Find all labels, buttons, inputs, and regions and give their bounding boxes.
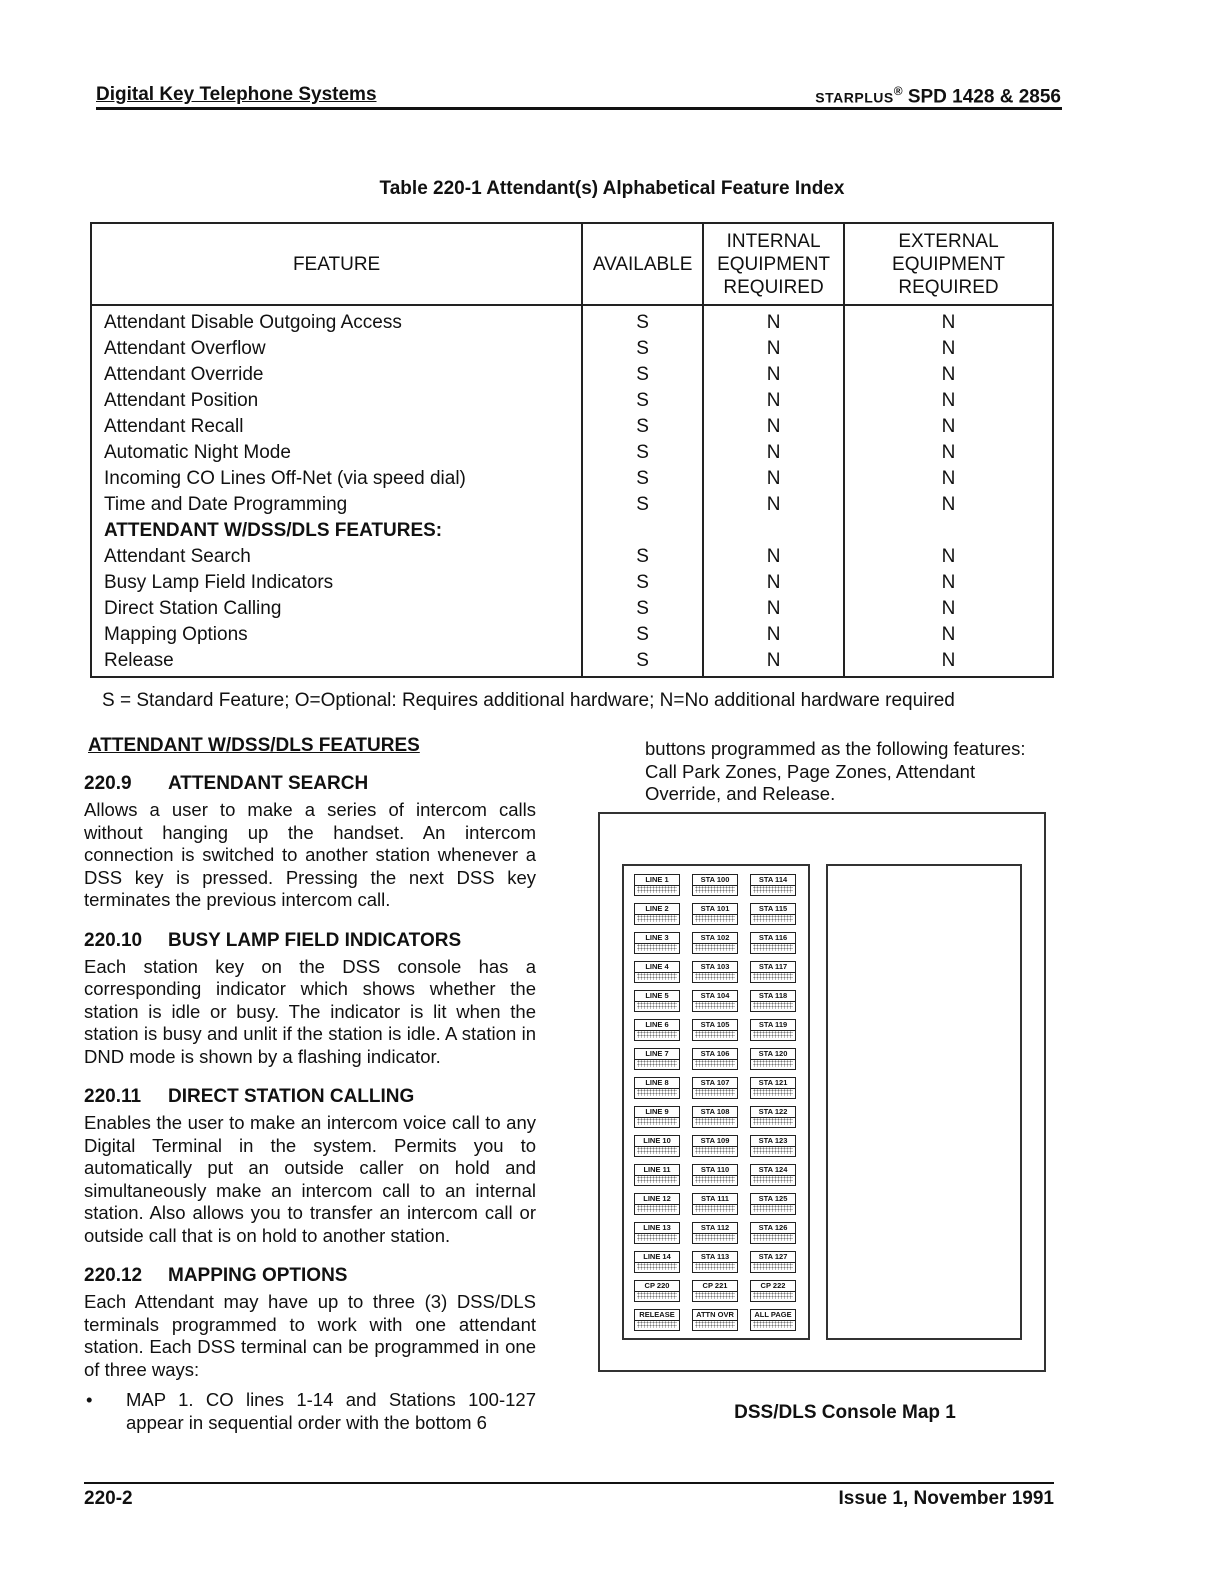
dss-key-label: STA 103 <box>693 962 737 973</box>
external-cell: N <box>844 305 1053 336</box>
key-lamp-indicator <box>637 1234 677 1241</box>
dss-key <box>692 961 738 983</box>
table-row <box>91 570 1053 596</box>
dss-key <box>750 1309 796 1331</box>
dss-key-label: STA 115 <box>751 904 795 915</box>
available-cell: S <box>582 596 703 622</box>
available-cell: S <box>582 336 703 362</box>
key-lamp-indicator <box>695 944 735 951</box>
paragraph-attendant-search: Allows a user to make a series of intercom calls without hanging up the handset. An intercom connection is switched to another station whenever a DSS key is pressed. Pressing the next DSS key terminates the previous intercom call. <box>84 799 536 910</box>
key-lamp-indicator <box>753 1060 793 1067</box>
dss-key-label: STA 106 <box>693 1049 737 1060</box>
dss-key <box>634 1019 680 1041</box>
dss-key-label: STA 111 <box>693 1194 737 1205</box>
key-lamp-indicator <box>637 1060 677 1067</box>
feature-name-cell: Release <box>91 648 582 677</box>
key-lamp-indicator <box>637 1176 677 1183</box>
dss-key <box>634 1251 680 1273</box>
dss-key-panel <box>622 864 810 1340</box>
available-cell: S <box>582 544 703 570</box>
external-cell: N <box>844 362 1053 388</box>
dss-key <box>634 1193 680 1215</box>
dss-key-label: STA 124 <box>751 1165 795 1176</box>
key-lamp-indicator <box>695 1002 735 1009</box>
key-lamp-indicator <box>695 1060 735 1067</box>
subsection-title: DIRECT STATION CALLING <box>168 1086 415 1107</box>
key-lamp-indicator <box>753 915 793 922</box>
column-header-internal: INTERNAL EQUIPMENT REQUIRED <box>703 223 844 305</box>
table-row <box>91 305 1053 336</box>
table-section-row <box>91 518 1053 544</box>
dss-key <box>634 1280 680 1302</box>
dss-key-label: STA 108 <box>693 1107 737 1118</box>
available-cell: S <box>582 622 703 648</box>
running-header-product <box>815 84 1061 108</box>
table-body <box>91 305 1053 677</box>
key-lamp-indicator <box>753 1118 793 1125</box>
external-cell: N <box>844 492 1053 518</box>
dss-key <box>750 1019 796 1041</box>
dss-key <box>750 1077 796 1099</box>
dss-key-label: STA 121 <box>751 1078 795 1089</box>
key-lamp-indicator <box>753 1263 793 1270</box>
key-lamp-indicator <box>753 1321 793 1328</box>
available-cell: S <box>582 648 703 677</box>
subsection-number: 220.12 <box>84 1265 143 1286</box>
subsection-title: BUSY LAMP FIELD INDICATORS <box>168 929 462 951</box>
internal-cell: N <box>703 492 844 518</box>
dss-key <box>692 1222 738 1244</box>
dss-blank-panel <box>826 864 1022 1340</box>
dss-key-label: STA 123 <box>751 1136 795 1147</box>
dss-key <box>692 874 738 896</box>
internal-cell: N <box>703 336 844 362</box>
key-lamp-indicator <box>753 1031 793 1038</box>
subsection-heading-busy-lamp <box>84 930 536 952</box>
dss-key <box>692 1106 738 1128</box>
internal-cell: N <box>703 388 844 414</box>
dss-key-label: ATTN OVR <box>693 1310 737 1321</box>
column-header-external: EXTERNAL EQUIPMENT REQUIRED <box>844 223 1053 305</box>
key-lamp-indicator <box>695 1031 735 1038</box>
subsection-heading-mapping <box>84 1265 536 1287</box>
table-row <box>91 388 1053 414</box>
dss-key <box>750 903 796 925</box>
key-lamp-indicator <box>637 1147 677 1154</box>
brand-name: STARPLUS <box>815 89 894 106</box>
table-row <box>91 336 1053 362</box>
external-cell: N <box>844 544 1053 570</box>
dss-key <box>634 1048 680 1070</box>
subsection-number: 220.9 <box>84 773 132 794</box>
table-row <box>91 414 1053 440</box>
table-row <box>91 466 1053 492</box>
dss-key <box>692 990 738 1012</box>
footer-rule <box>84 1482 1054 1484</box>
available-cell: S <box>582 362 703 388</box>
internal-cell: N <box>703 362 844 388</box>
key-lamp-indicator <box>637 1118 677 1125</box>
external-cell: N <box>844 648 1053 677</box>
internal-cell: N <box>703 622 844 648</box>
dss-key <box>750 961 796 983</box>
key-lamp-indicator <box>753 1176 793 1183</box>
column-header-feature: FEATURE <box>91 223 582 305</box>
available-cell: S <box>582 570 703 596</box>
dss-key-label: CP 221 <box>693 1281 737 1292</box>
internal-cell: N <box>703 570 844 596</box>
key-lamp-indicator <box>753 973 793 980</box>
dss-key <box>634 932 680 954</box>
dss-key <box>692 1019 738 1041</box>
feature-name-cell: Time and Date Programming <box>91 492 582 518</box>
key-lamp-indicator <box>637 944 677 951</box>
feature-name-cell: Automatic Night Mode <box>91 440 582 466</box>
dss-key <box>750 990 796 1012</box>
dss-key-label: LINE 1 <box>635 875 679 886</box>
feature-name-cell: ATTENDANT W/DSS/DLS FEATURES: <box>91 518 582 544</box>
running-header-title: Digital Key Telephone Systems <box>96 84 377 105</box>
paragraph-direct-station: Enables the user to make an intercom voice call to any Digital Terminal in the system. Permits you to automatically put an outside caller on hold and simultaneously make an intercom call to an internal station. Also allows you to transfer an intercom call or outside call that is on hold to another station. <box>84 1112 536 1246</box>
dss-key <box>692 1135 738 1157</box>
dss-key-label: STA 127 <box>751 1252 795 1263</box>
dss-key <box>692 903 738 925</box>
internal-cell: N <box>703 440 844 466</box>
dss-key <box>750 1193 796 1215</box>
dss-key-label: LINE 11 <box>635 1165 679 1176</box>
paragraph-mapping: Each Attendant may have up to three (3) DSS/DLS terminals programmed to work with one attendant station. Each DSS terminal can be programmed in one of three ways: <box>84 1291 536 1380</box>
external-cell: N <box>844 622 1053 648</box>
available-cell: S <box>582 388 703 414</box>
feature-name-cell: Direct Station Calling <box>91 596 582 622</box>
dss-key <box>634 1164 680 1186</box>
registered-mark: ® <box>893 84 903 98</box>
feature-index-table <box>90 222 1054 678</box>
key-lamp-indicator <box>753 1292 793 1299</box>
subsection-number: 220.10 <box>84 929 143 951</box>
external-cell: N <box>844 570 1053 596</box>
dss-key-label: LINE 5 <box>635 991 679 1002</box>
key-lamp-indicator <box>637 1031 677 1038</box>
dss-key <box>634 1309 680 1331</box>
feature-name-cell: Attendant Search <box>91 544 582 570</box>
dss-key-label: RELEASE <box>635 1310 679 1321</box>
key-lamp-indicator <box>695 1234 735 1241</box>
dss-key-label: STA 120 <box>751 1049 795 1060</box>
internal-cell: N <box>703 466 844 492</box>
dss-key-label: STA 105 <box>693 1020 737 1031</box>
dss-key-label: STA 117 <box>751 962 795 973</box>
dss-key-label: STA 100 <box>693 875 737 886</box>
internal-cell: N <box>703 544 844 570</box>
internal-cell: N <box>703 414 844 440</box>
key-lamp-indicator <box>753 1089 793 1096</box>
key-lamp-indicator <box>753 1234 793 1241</box>
key-lamp-indicator <box>637 1089 677 1096</box>
dss-key-label: LINE 9 <box>635 1107 679 1118</box>
dss-key <box>750 1135 796 1157</box>
external-cell <box>844 518 1053 544</box>
feature-name-cell: Busy Lamp Field Indicators <box>91 570 582 596</box>
dss-key <box>750 874 796 896</box>
feature-name-cell: Attendant Override <box>91 362 582 388</box>
bullet-item-map1 <box>84 1389 536 1434</box>
dss-key <box>692 1077 738 1099</box>
key-lamp-indicator <box>695 1292 735 1299</box>
dss-key <box>750 1164 796 1186</box>
internal-cell <box>703 518 844 544</box>
dss-key <box>692 932 738 954</box>
key-lamp-indicator <box>637 973 677 980</box>
dss-key-label: STA 102 <box>693 933 737 944</box>
dss-key-label: STA 126 <box>751 1223 795 1234</box>
available-cell: S <box>582 414 703 440</box>
key-lamp-indicator <box>695 1118 735 1125</box>
dss-key <box>750 932 796 954</box>
internal-cell: N <box>703 648 844 677</box>
table-row <box>91 596 1053 622</box>
table-title: Table 220-1 Attendant(s) Alphabetical Feature Index <box>379 178 845 199</box>
key-lamp-indicator <box>695 1176 735 1183</box>
key-lamp-indicator <box>753 1147 793 1154</box>
dss-key-label: CP 222 <box>751 1281 795 1292</box>
dss-key-label: LINE 6 <box>635 1020 679 1031</box>
internal-cell: N <box>703 305 844 336</box>
header-rule <box>96 107 1062 110</box>
dss-key-label: STA 119 <box>751 1020 795 1031</box>
dss-key <box>692 1193 738 1215</box>
dss-key-label: STA 107 <box>693 1078 737 1089</box>
table-row <box>91 622 1053 648</box>
bullet-mark: • <box>86 1389 93 1410</box>
key-lamp-indicator <box>695 1321 735 1328</box>
subsection-number: 220.11 <box>84 1086 142 1107</box>
dss-key-label: ALL PAGE <box>751 1310 795 1321</box>
dss-key-label: STA 104 <box>693 991 737 1002</box>
dss-key-label: STA 118 <box>751 991 795 1002</box>
table-row <box>91 648 1053 677</box>
right-column-text <box>645 738 1055 806</box>
paragraph-map1-continued: buttons programmed as the following features: Call Park Zones, Page Zones, Attendant Override, and Release. <box>645 738 1026 804</box>
feature-name-cell: Attendant Position <box>91 388 582 414</box>
figure-caption: DSS/DLS Console Map 1 <box>734 1402 956 1423</box>
key-lamp-indicator <box>637 1321 677 1328</box>
available-cell: S <box>582 305 703 336</box>
key-lamp-indicator <box>753 1205 793 1212</box>
dss-key <box>634 990 680 1012</box>
key-lamp-indicator <box>695 1205 735 1212</box>
subsection-title: MAPPING OPTIONS <box>168 1265 348 1286</box>
key-lamp-indicator <box>637 1205 677 1212</box>
dss-key-label: LINE 14 <box>635 1252 679 1263</box>
available-cell <box>582 518 703 544</box>
bullet-text: MAP 1. CO lines 1-14 and Stations 100-127 appear in sequential order with the bottom 6 <box>126 1389 536 1433</box>
table-row <box>91 544 1053 570</box>
table-legend: S = Standard Feature; O=Optional: Requires additional hardware; N=No additional hardware required <box>102 690 955 711</box>
dss-key-label: STA 101 <box>693 904 737 915</box>
dss-key <box>692 1164 738 1186</box>
dss-key <box>634 1077 680 1099</box>
dss-key <box>750 1251 796 1273</box>
dss-key-label: STA 122 <box>751 1107 795 1118</box>
column-header-available: AVAILABLE <box>582 223 703 305</box>
key-lamp-indicator <box>695 915 735 922</box>
page-number: 220-2 <box>84 1488 133 1509</box>
dss-key <box>634 903 680 925</box>
dss-key-label: CP 220 <box>635 1281 679 1292</box>
dss-key-label: LINE 3 <box>635 933 679 944</box>
external-cell: N <box>844 440 1053 466</box>
key-lamp-indicator <box>637 915 677 922</box>
dss-key <box>692 1251 738 1273</box>
dss-key-label: STA 125 <box>751 1194 795 1205</box>
available-cell: S <box>582 492 703 518</box>
key-lamp-indicator <box>637 886 677 893</box>
dss-key-label: STA 110 <box>693 1165 737 1176</box>
dss-key-label: STA 112 <box>693 1223 737 1234</box>
model-name: SPD 1428 & 2856 <box>907 86 1061 108</box>
feature-name-cell: Mapping Options <box>91 622 582 648</box>
table-row <box>91 492 1053 518</box>
available-cell: S <box>582 440 703 466</box>
external-cell: N <box>844 596 1053 622</box>
internal-cell: N <box>703 596 844 622</box>
table-header-row <box>91 223 1053 305</box>
dss-key-label: LINE 13 <box>635 1223 679 1234</box>
dss-console-diagram <box>598 812 1046 1372</box>
key-lamp-indicator <box>753 1002 793 1009</box>
dss-key-label: STA 114 <box>751 875 795 886</box>
key-lamp-indicator <box>637 1002 677 1009</box>
key-lamp-indicator <box>753 886 793 893</box>
dss-key <box>634 1106 680 1128</box>
available-cell: S <box>582 466 703 492</box>
table-row <box>91 362 1053 388</box>
external-cell: N <box>844 414 1053 440</box>
key-lamp-indicator <box>753 944 793 951</box>
dss-key <box>750 1222 796 1244</box>
table-row <box>91 440 1053 466</box>
dss-key-label: LINE 12 <box>635 1194 679 1205</box>
dss-key <box>634 1135 680 1157</box>
key-lamp-indicator <box>695 1089 735 1096</box>
dss-key <box>692 1280 738 1302</box>
external-cell: N <box>844 336 1053 362</box>
subsection-title: ATTENDANT SEARCH <box>168 773 369 794</box>
key-lamp-indicator <box>637 1292 677 1299</box>
dss-key <box>692 1309 738 1331</box>
key-lamp-indicator <box>695 886 735 893</box>
dss-key-label: STA 113 <box>693 1252 737 1263</box>
dss-key <box>634 1222 680 1244</box>
feature-name-cell: Attendant Overflow <box>91 336 582 362</box>
dss-key-label: STA 109 <box>693 1136 737 1147</box>
key-lamp-indicator <box>695 1263 735 1270</box>
dss-key-label: LINE 10 <box>635 1136 679 1147</box>
feature-name-cell: Incoming CO Lines Off-Net (via speed dial) <box>91 466 582 492</box>
subsection-heading-attendant-search <box>84 773 536 795</box>
issue-date: Issue 1, November 1991 <box>838 1488 1054 1509</box>
key-lamp-indicator <box>695 1147 735 1154</box>
dss-key-label: LINE 2 <box>635 904 679 915</box>
dss-key <box>750 1280 796 1302</box>
key-lamp-indicator <box>695 973 735 980</box>
paragraph-busy-lamp: Each station key on the DSS console has a corresponding indicator which shows whether the station is idle or busy. The indicator is lit when the station is busy and unlit if the station is idle. A station in DND mode is shown by a flashing indicator. <box>84 955 536 1067</box>
dss-key-label: LINE 7 <box>635 1049 679 1060</box>
dss-key <box>634 874 680 896</box>
external-cell: N <box>844 466 1053 492</box>
dss-key <box>750 1048 796 1070</box>
dss-key-label: LINE 4 <box>635 962 679 973</box>
dss-key <box>634 961 680 983</box>
subsection-heading-direct-station <box>84 1086 536 1108</box>
feature-name-cell: Attendant Disable Outgoing Access <box>91 305 582 336</box>
feature-name-cell: Attendant Recall <box>91 414 582 440</box>
key-lamp-indicator <box>637 1263 677 1270</box>
dss-key-label: STA 116 <box>751 933 795 944</box>
dss-key-label: LINE 8 <box>635 1078 679 1089</box>
dss-key <box>750 1106 796 1128</box>
dss-key <box>692 1048 738 1070</box>
section-heading: ATTENDANT W/DSS/DLS FEATURES <box>88 735 420 756</box>
external-cell: N <box>844 388 1053 414</box>
left-column <box>84 735 536 1434</box>
